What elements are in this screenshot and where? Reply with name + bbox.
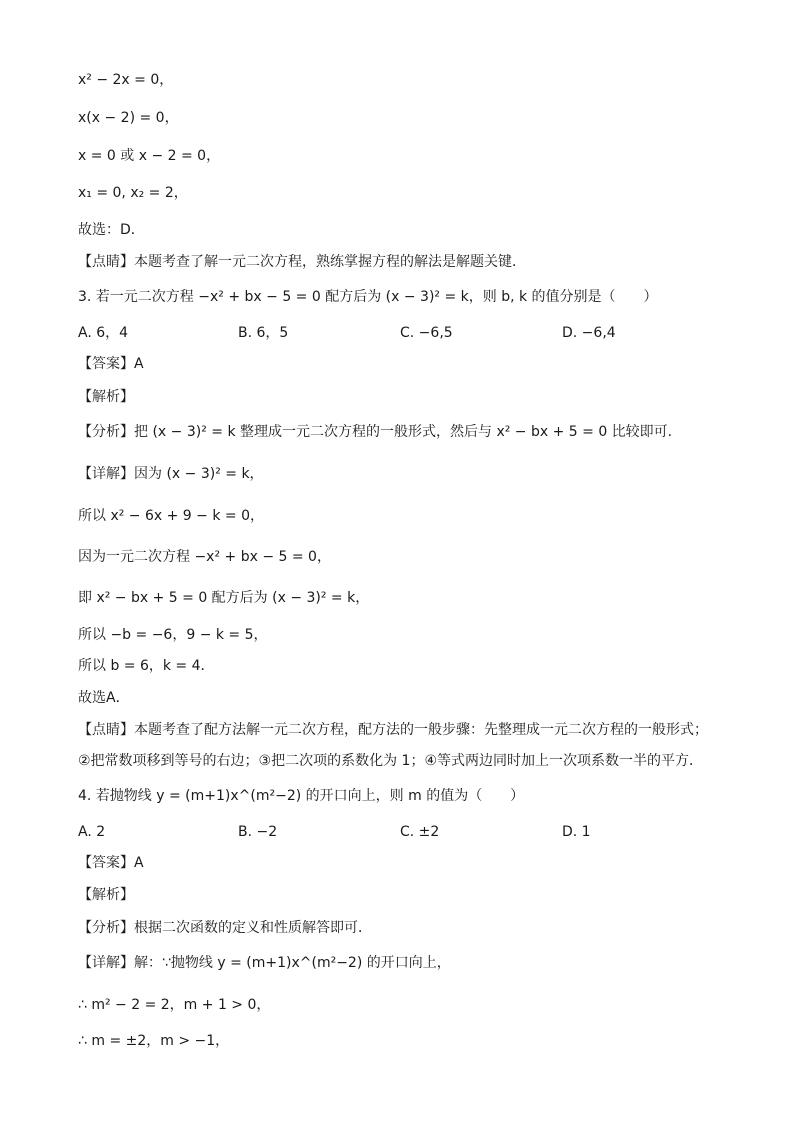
option-q3-a: A. 6，4 [78,325,129,341]
option-q4-c: C. ±2 [400,824,440,840]
option-q3-b: B. 6，5 [238,325,289,341]
option-q4-a: A. 2 [78,824,106,840]
analysis-q4: 【分析】根据二次函数的定义和性质解答即可． [78,920,372,936]
detail-q4-line-1: 【详解】解：∵抛物线 y = (m+1)x^(m²−2) 的开口向上， [78,955,451,971]
solution-line-4: x₁ = 0, x₂ = 2， [78,185,188,201]
detail-q4-line-2: ∴ m² − 2 = 2，m + 1 > 0， [78,997,271,1013]
detail-q3-line-1: 【详解】因为 (x − 3)² = k， [78,466,264,482]
analysis-heading-q3: 【解析】 [78,389,134,405]
detail-q3-line-6: 所以 b = 6，k = 4． [78,658,215,674]
comment-q2: 【点睛】本题考查了解一元二次方程，熟练掌握方程的解法是解题关键． [78,254,526,270]
option-q4-b: B. −2 [238,824,278,840]
detail-q3-line-2: 所以 x² − 6x + 9 − k = 0， [78,508,264,524]
analysis-heading-q4: 【解析】 [78,887,134,903]
analysis-q3: 【分析】把 (x − 3)² = k 整理成一元二次方程的一般形式，然后与 x² − bx + 5 = 0 比较即可. [78,424,673,440]
comment-q3-line-1: 【点睛】本题考查了配方法解一元二次方程，配方法的一般步骤：先整理成一元二次方程的一般形式； [78,722,708,738]
comment-q3-line-2: ②把常数项移到等号的右边；③把二次项的系数化为 1；④等式两边同时加上一次项系数一半的平方． [78,753,704,769]
solution-line-1: x² − 2x = 0， [78,72,174,88]
option-q3-d: D. −6,4 [562,325,616,341]
solution-line-2: x(x − 2) = 0， [78,110,179,126]
choose-answer-q3: 故选A． [78,690,130,706]
answer-q3: 【答案】A [78,356,144,372]
question-3: 3. 若一元二次方程 −x² + bx − 5 = 0 配方后为 (x − 3)² = k，则 b, k 的值分别是（ ） [78,289,658,305]
option-q4-d: D. 1 [562,824,591,840]
solution-line-3: x = 0 或 x − 2 = 0， [78,148,221,164]
detail-q3-line-5: 所以 −b = −6，9 − k = 5， [78,627,268,643]
detail-q4-line-3: ∴ m = ±2，m > −1， [78,1033,230,1049]
answer-q4: 【答案】A [78,855,144,871]
detail-q3-line-3: 因为一元二次方程 −x² + bx − 5 = 0， [78,549,331,565]
question-4: 4. 若抛物线 y = (m+1)x^(m²−2) 的开口向上，则 m 的值为（ ） [78,788,525,804]
option-q3-c: C. −6,5 [400,325,453,341]
detail-q3-line-4: 即 x² − bx + 5 = 0 配方后为 (x − 3)² = k， [78,590,370,606]
choose-answer-q2: 故选：D． [78,222,145,238]
